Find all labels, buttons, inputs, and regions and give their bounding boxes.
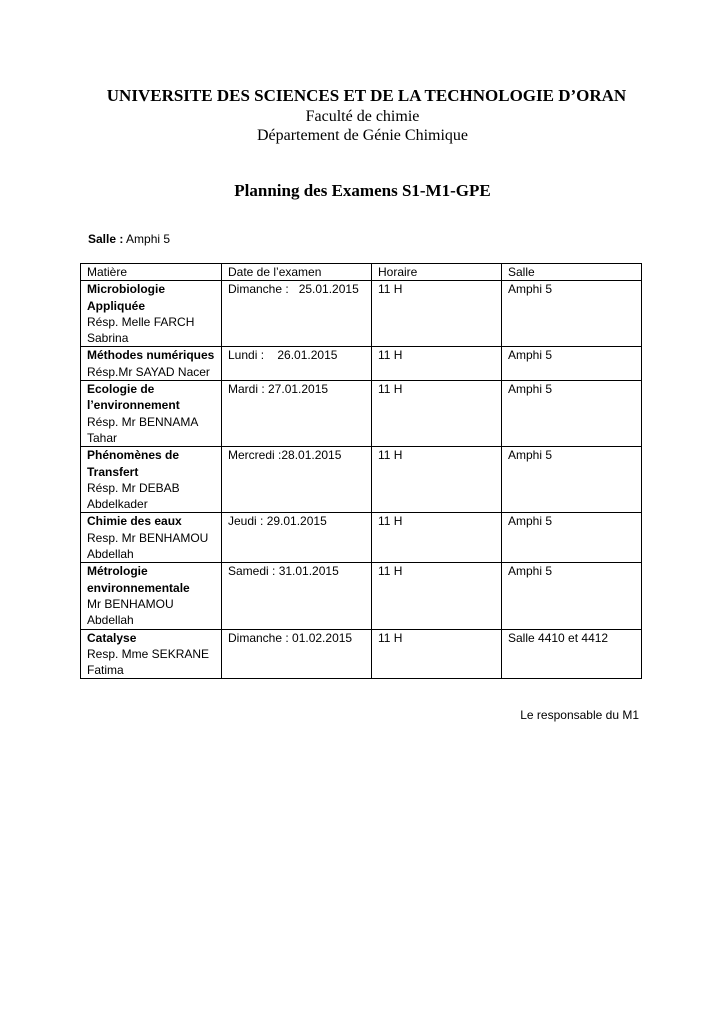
column-header-date: Date de l’examen: [222, 264, 372, 281]
subject-responsible: Résp. Melle FARCH Sabrina: [87, 314, 195, 346]
subject-responsible: Résp.Mr SAYAD Nacer: [87, 364, 210, 379]
subject-name: Métrologie environnementale: [87, 564, 190, 595]
document-header: [0, 85, 725, 145]
document-title: Planning des Examens S1-M1-GPE: [234, 181, 491, 200]
subject-cell: [81, 281, 222, 347]
time-cell: 11 H: [372, 513, 502, 563]
date-cell: Dimanche : 25.01.2015: [222, 281, 372, 347]
subject-responsible: Résp. Mr DEBAB Abdelkader: [87, 480, 180, 512]
time-cell: 11 H: [372, 347, 502, 381]
room-cell: Amphi 5: [502, 447, 642, 513]
time-cell: 11 H: [372, 381, 502, 447]
time-cell: 11 H: [372, 563, 502, 629]
subject-responsible: Resp. Mme SEKRANE Fatima: [87, 646, 210, 678]
salle-value: Amphi 5: [126, 232, 171, 246]
room-cell: Amphi 5: [502, 513, 642, 563]
subject-responsible: Résp. Mr BENNAMA Tahar: [87, 414, 198, 445]
date-cell: Lundi : 26.01.2015: [222, 347, 372, 381]
room-cell: Amphi 5: [502, 347, 642, 381]
subject-responsible: Resp. Mr BENHAMOU Abdellah: [87, 530, 209, 562]
room-cell: Amphi 5: [502, 563, 642, 629]
table-row: [81, 513, 642, 563]
subject-name: Catalyse: [87, 630, 137, 645]
subject-cell: [81, 513, 222, 563]
date-cell: Mardi : 27.01.2015: [222, 381, 372, 447]
table-row: [81, 447, 642, 513]
table-row: [81, 347, 642, 381]
column-header-room: Salle: [502, 264, 642, 281]
date-cell: Mercredi :28.01.2015: [222, 447, 372, 513]
salle-line: [88, 232, 170, 247]
faculty-name: Faculté de chimie: [305, 108, 420, 125]
column-header-subject: Matière: [81, 264, 222, 281]
table-row: [81, 281, 642, 347]
date-cell: Jeudi : 29.01.2015: [222, 513, 372, 563]
subject-cell: [81, 347, 222, 381]
subject-cell: [81, 381, 222, 447]
department-name: Département de Génie Chimique: [256, 127, 469, 144]
table-row: [81, 629, 642, 679]
date-cell: Dimanche : 01.02.2015: [222, 629, 372, 679]
salle-label: Salle :: [88, 232, 124, 246]
table-row: [81, 563, 642, 629]
exam-schedule-table: [80, 263, 642, 679]
subject-responsible: Mr BENHAMOU Abdellah: [87, 596, 174, 628]
subject-name: Chimie des eaux: [87, 514, 182, 529]
subject-name: Ecologie de l’environnement: [87, 382, 180, 413]
column-header-time: Horaire: [372, 264, 502, 281]
subject-cell: [81, 563, 222, 629]
subject-name: Phénomènes de Transfert: [87, 448, 180, 479]
subject-cell: [81, 629, 222, 679]
room-cell: Amphi 5: [502, 381, 642, 447]
subject-name: Méthodes numériques: [87, 348, 215, 363]
date-cell: Samedi : 31.01.2015: [222, 563, 372, 629]
time-cell: 11 H: [372, 629, 502, 679]
room-cell: Amphi 5: [502, 281, 642, 347]
subject-name: Microbiologie Appliquée: [87, 282, 165, 313]
subject-cell: [81, 447, 222, 513]
time-cell: 11 H: [372, 281, 502, 347]
time-cell: 11 H: [372, 447, 502, 513]
room-cell: Salle 4410 et 4412: [502, 629, 642, 679]
table-row: [81, 381, 642, 447]
signature-line: Le responsable du M1: [520, 708, 639, 722]
table-header-row: [81, 264, 642, 281]
university-name: UNIVERSITE DES SCIENCES ET DE LA TECHNOLOGIE D’ORAN: [106, 86, 627, 105]
